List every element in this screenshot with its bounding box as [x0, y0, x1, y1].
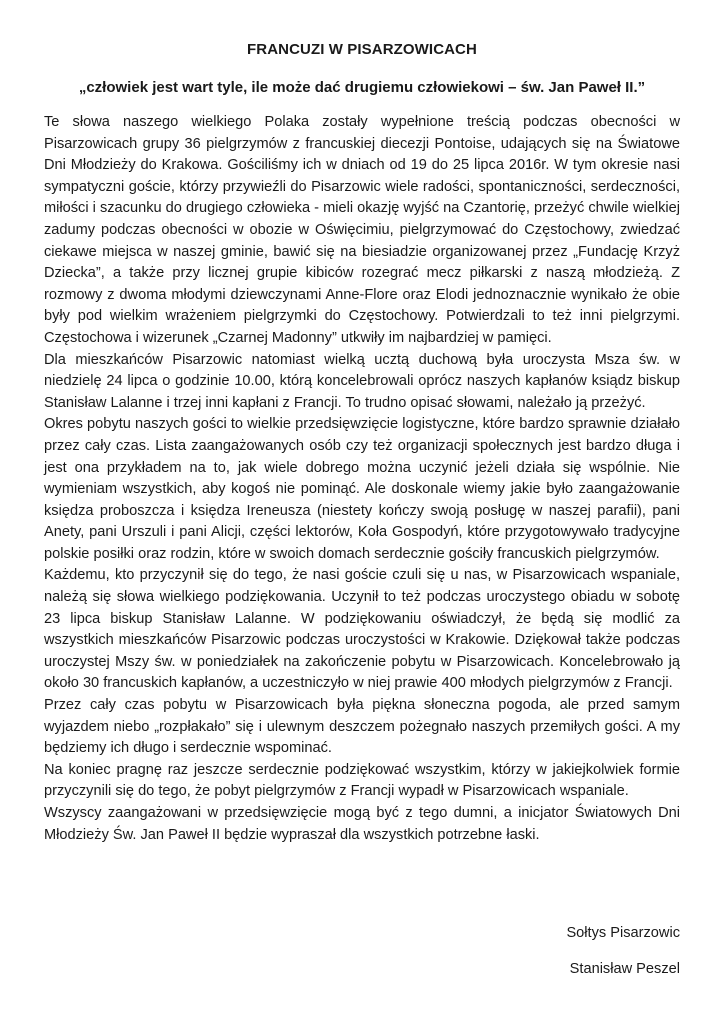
paragraph: Wszyscy zaangażowani w przedsięwzięcie mogą być z tego dumni, a inicjator Światowych Dni Młodzieży Św. Jan Paweł II będzie wypraszał dla wszystkich potrzebne łaski. [44, 805, 680, 843]
signature-name: Stanisław Peszel [569, 961, 680, 977]
document-body [44, 112, 680, 846]
paragraph: Okres pobytu naszych gości to wielkie przedsięwzięcie logistyczne, które bardzo sprawnie działało przez cały czas. Lista zaangażowanych osób czy też organizacji społecznych jest bardzo długa i jest ona przykładem na to, jak wiele dobrego można uczynić jeżeli działa się wspólnie. Nie wymieniam wszystkich, aby kogoś nie pominąć. Ale doskonale wiemy jakie było zaangażowanie księdza proboszcza i księdza Ireneusza (niestety kończy swoją posługę w naszej parafii), pani Anety, pani Urszuli i pani Alicji, części lektorów, Koła Gospodyń, które przygotowywało tradycyjne polskie posiłki oraz rodzin, które w swoich domach serdecznie gościły francuskich pielgrzymów. [44, 416, 680, 562]
signature-role: Sołtys Pisarzowic [566, 925, 680, 941]
document-title: FRANCUZI W PISARZOWICACH [247, 41, 477, 58]
paragraph: Przez cały czas pobytu w Pisarzowicach była piękna słoneczna pogoda, ale przed samym wyjazdem niebo „rozpłakało” się i ulewnym deszczem pożegnało naszych przemiłych gości. A my będziemy ich długo i serdecznie wspominać. [44, 697, 680, 757]
paragraph: Na koniec pragnę raz jeszcze serdecznie podziękować wszystkim, którzy w jakiejkolwiek formie przyczynili się do tego, że pobyt pielgrzymów z Francji wypadł w Pisarzowicach wspaniale. [44, 761, 680, 800]
paragraph: Każdemu, kto przyczynił się do tego, że nasi goście czuli się u nas, w Pisarzowicach wspaniale, należą się słowa wielkiego podziękowania. Uczynił to też podczas uroczystego obiadu w sobotę 23 lipca biskup Stanisław Lalanne. W podziękowaniu oświadczył, że będą się modlić za wszystkich mieszkańców Pisarzowic podczas uroczystości w Krakowie. Dziękował także podczas uroczystej Mszy św. w poniedziałek na zakończenie pobytu w Pisarzowicach. Koncelebrowało ją około 30 francuskich kapłanów, a uczestniczyło w niej prawie 400 młodych pielgrzymów z Francji. [44, 567, 680, 692]
paragraph: Dla mieszkańców Pisarzowic natomiast wielką ucztą duchową była uroczysta Msza św. w niedzielę 24 lipca o godzinie 10.00, którą koncelebrowali oprócz naszych kapłanów ksiądz biskup Stanisław Lalanne i trzej inni kapłani z Francji. To trudno opisać słowami, należało ją przeżyć. [44, 351, 680, 411]
document-motto: „człowiek jest wart tyle, ile może dać drugiemu człowiekowi – św. Jan Paweł II.” [78, 79, 646, 96]
paragraph: Te słowa naszego wielkiego Polaka zostały wypełnione treścią podczas obecności w Pisarzowicach grupy 36 pielgrzymów z francuskiej diecezji Pontoise, udających się na Światowe Dni Młodzieży do Krakowa. Gościliśmy ich w dniach od 19 do 25 lipca 2016r. W tym okresie nasi sympatyczni goście, którzy przywieźli do Pisarzowic wiele radości, spontaniczności, serdeczności, miłości i szacunku do drugiego człowieka - mieli okazję wyjść na Czantorię, przeżyć chwile wielkiej zadumy podczas obecności w obozie w Oświęcimiu, pielgrzymować do Częstochowy, zwiedzać ciekawe miejsca w naszej gminie, bawić się na biesiadzie organizowanej przez „Fundację Krzyż Dziecka”, a także przy licznej grupie kibiców rozegrać mecz piłkarski z naszą młodzieżą. Z rozmowy z dwoma młodymi dziewczynami Anne-Flore oraz Elodi jednoznacznie wynikało że obie były pod wielkim wrażeniem pielgrzymki do Częstochowy. Potwierdzali to też inni pielgrzymi. Częstochowa i wizerunek „Czarnej Madonny” utkwiły im najbardziej w pamięci. [44, 114, 680, 346]
